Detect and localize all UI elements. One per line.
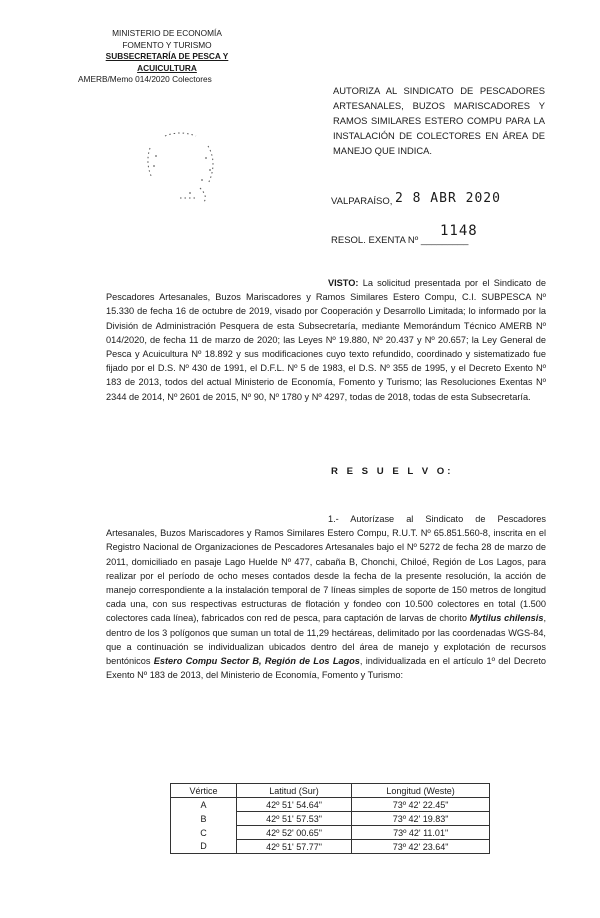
memo-reference: AMERB/Memo 014/2020 Colectores	[78, 74, 212, 84]
table-row	[171, 840, 490, 854]
letterhead-ministry: MINISTERIO DE ECONOMÍA	[112, 28, 222, 38]
table-cell: 42º 52' 00.65"	[236, 826, 351, 840]
resolution-number: 1148	[440, 223, 478, 239]
area-name: Estero Compu Sector B, Región de Los Lagos	[153, 656, 360, 667]
table-cell: B	[171, 812, 237, 826]
article-1-paragraph	[106, 512, 546, 682]
table-cell: 73º 42' 11.01"	[352, 826, 490, 840]
place: VALPARAÍSO,	[331, 196, 393, 207]
table-cell: 42º 51' 57.77"	[236, 840, 351, 854]
table-row	[171, 826, 490, 840]
resolution-label-text: RESOL. EXENTA Nº	[331, 235, 421, 246]
visto-text: La solicitud presentada por el Sindicato de Pescadores Artesanales, Buzos Mariscadores y Ramos Similares Estero Compu, C.I. SUBPESCA Nº 15.330 de fecha 16 de octubre de 2019, visado por Cooperación y Desarrollo Limitada; lo informado por la División de Administración Pesquera de esta Subsecretaría, mediante Memorándum Técnico AMERB Nº 014/2020, de fecha 11 de marzo de 2020; las Leyes Nº 19.880, Nº 20.437 y Nº 20.657; la Ley General de Pesca y Acuicultura Nº 18.892 y sus modificaciones cuyo texto refundido, coordinado y sistematizado fue fijado por el D.S. Nº 430 de 1991, el D.F.L. Nº 5 de 1983, el D.S. Nº 355 de 1995, y el Decreto Exento Nº 183 de 2013, todos del actual Ministerio de Economía, Fomento y Turismo; las Resoluciones Exentas Nº 2344 de 2014, Nº 2601 de 2015, Nº 90, Nº 1780 y Nº 4297, todas de 2018, todas de esta Subsecretaría.	[106, 278, 546, 402]
table-cell: A	[171, 798, 237, 812]
coordinates-table	[170, 783, 490, 854]
table-cell: D	[171, 840, 237, 854]
table-row	[171, 812, 490, 826]
table-cell: 73º 42' 22.45"	[352, 798, 490, 812]
table-cell: 73º 42' 23.64"	[352, 840, 490, 854]
table-cell: 73º 42' 19.83"	[352, 812, 490, 826]
visto-label: VISTO:	[328, 278, 359, 288]
table-row	[171, 798, 490, 812]
species-name: Mytilus chilensis	[469, 613, 544, 624]
resuelvo-heading: R E S U E L V O:	[331, 466, 454, 477]
table-header-row	[171, 784, 490, 798]
column-header: Longitud (Weste)	[352, 784, 490, 798]
letterhead-subsecretaria: SUBSECRETARÍA DE PESCA Y ACUICULTURA	[105, 51, 229, 73]
resolution-subject: AUTORIZA AL SINDICATO DE PESCADORES ARTESANALES, BUZOS MARISCADORES Y RAMOS SIMILARES ESTERO COMPU PARA LA INSTALACIÓN DE COLECTORES EN ÁREA DE MANEJO QUE INDICA.	[333, 85, 545, 156]
date-stamp: 2 8 ABR 2020	[395, 191, 501, 206]
letterhead-ministry-2: FOMENTO Y TURISMO	[122, 39, 212, 50]
table-cell: 42º 51' 54.64"	[236, 798, 351, 812]
table-cell: C	[171, 826, 237, 840]
column-header: Latitud (Sur)	[236, 784, 351, 798]
article-1-text-b: , dentro de los 3 polígonos que suman un total de 11,29 hectáreas, delimitado por las coordenadas WGS-84, que a continuación se individualizan ubicados dentro del área de manejo y explotación de recursos bentónicos	[106, 613, 546, 667]
visto-paragraph	[106, 276, 546, 404]
column-header: Vértice	[171, 784, 237, 798]
table-cell: 42º 51' 57.53"	[236, 812, 351, 826]
article-1-text-a: 1.- Autorízase al Sindicato de Pescadores Artesanales, Buzos Mariscadores y Ramos Similares Estero Compu, R.U.T. Nº 65.851.560-8, inscrita en el Registro Nacional de Organizaciones de Pescadores Artesanales bajo el Nº 5272 de fecha 28 de marzo de 2011, domiciliado en pasaje Lago Huelde Nº 477, cabaña B, Chonchi, Chiloé, Región de Los Lagos, para realizar por el período de ocho meses contados desde la fecha de la presente resolución, la acción de manejo correspondiente a la instalación temporal de 7 líneas simples de soporte de 150 metros de longitud cada una, con sus respectivas estructuras de flotación y fondeo con 10.500 colectores en total (1.500 colectores cada línea), fabricados con red de pesca, para captación de larvas de chorito	[106, 514, 546, 624]
seal-stamp-icon	[130, 118, 230, 208]
letterhead	[78, 28, 242, 86]
article-1-text-c: , individualizada en el artículo 1º del Decreto Exento Nº 183 de 2013, del Ministerio de Economía, Fomento y Turismo:	[106, 656, 546, 681]
resolution-blank: _________	[420, 235, 469, 246]
